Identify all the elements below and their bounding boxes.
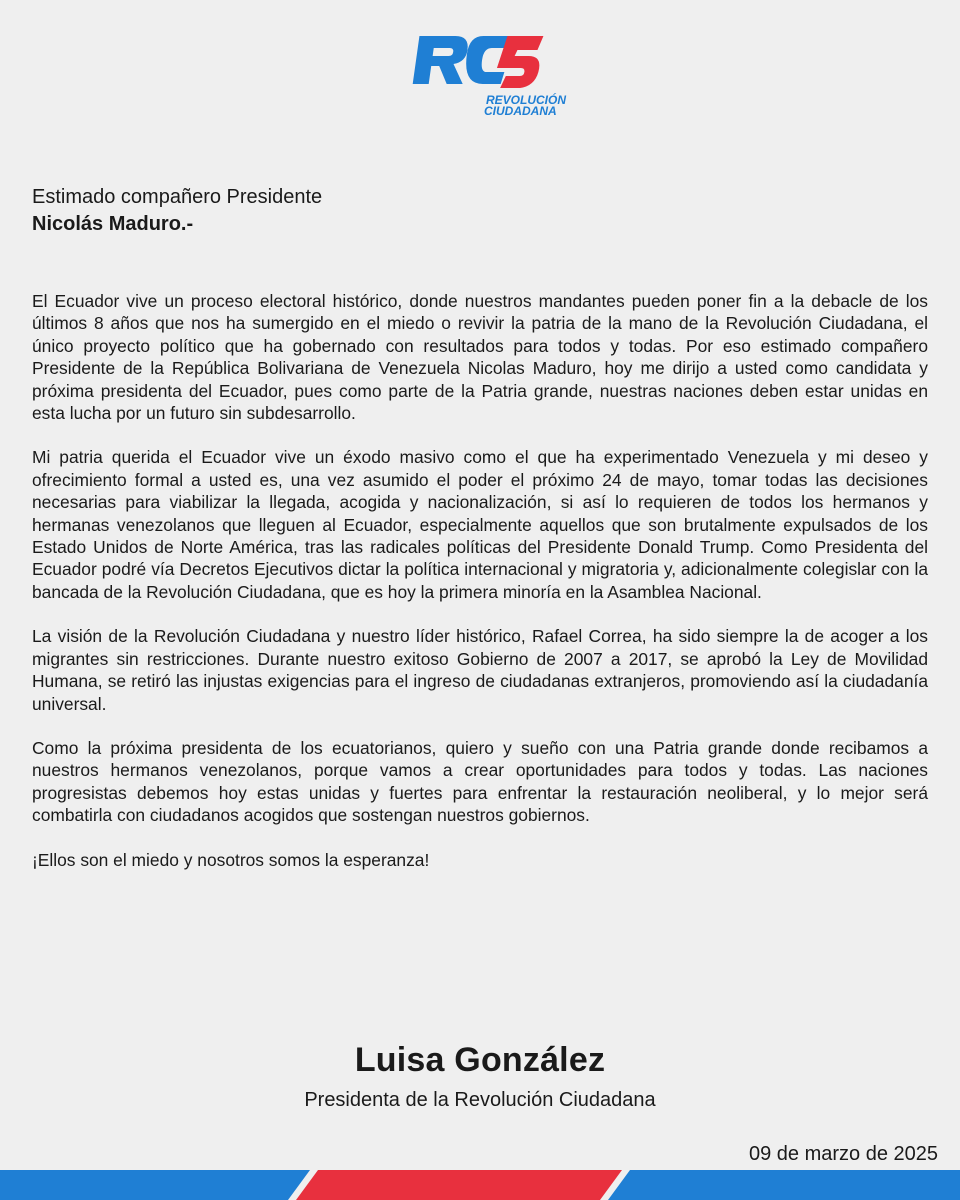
paragraph: La visión de la Revolución Ciudadana y nuestro líder histórico, Rafael Correa, ha sido siempre la de acoger a los migrantes sin restricciones. Durante nuestro exitoso Gobierno de 2007 a 2017, se aprobó la Ley de Movilidad Humana, se retiró las injustas exigencias para el ingreso de ciudadanas extranjeros, promoviendo así la ciudadanía universal. — [32, 626, 928, 714]
revolucion-ciudadana-logo — [416, 32, 567, 120]
signature-block — [0, 1040, 960, 1114]
footer-color-bar — [0, 1170, 960, 1200]
rc5-logo-icon — [416, 32, 567, 120]
closing-line: ¡Ellos son el miedo y nosotros somos la esperanza! — [32, 849, 430, 870]
paragraph: El Ecuador vive un proceso electoral histórico, donde nuestros mandantes pueden poner fin a la debacle de los últimos 8 años que nos ha sumergido en el miedo o revivir la patria de la mano de la Revolución Ciudadana, el único proyecto político que ha gobernado con resultados para todos y todas. Por eso estimado compañero Presidente de la República Bolivariana de Venezuela Nicolas Maduro, hoy me dirijo a usted como candidata y próxima presidenta del Ecuador, pues como parte de la Patria grande, nuestras naciones deben estar unidas en esta lucha por un futuro sin subdesarrollo. — [32, 291, 928, 424]
letter-body — [32, 290, 928, 893]
addressee: Nicolás Maduro.- — [32, 213, 194, 235]
signer-title: Presidenta de la Revolución Ciudadana — [304, 1089, 656, 1111]
logo-text-line1: REVOLUCIÓN — [486, 93, 567, 107]
letter-date: 09 de marzo de 2025 — [748, 1143, 938, 1165]
logo-text-line2: CIUDADANA — [484, 104, 557, 118]
salutation — [32, 184, 928, 238]
signer-name: Luisa González — [354, 1041, 606, 1079]
paragraph: Como la próxima presidenta de los ecuatorianos, quiero y sueño con una Patria grande donde recibamos a nuestros hermanos venezolanos, porque vamos a crear oportunidades para todos y todas. Las naciones progresistas debemos hoy estas unidas y fuertes para enfrentar la restauración neoliberal, y lo mejor será combatirla con ciudadanos acogidos que sostengan nuestros gobiernos. — [32, 737, 928, 826]
paragraph: Mi patria querida el Ecuador vive un éxodo masivo como el que ha experimentado Venezuela y mi deseo y ofrecimiento formal a usted es, una vez asumido el poder el próximo 24 de mayo, tomar todas las decisiones necesarias para viabilizar la llegada, acogida y nacionalización, si así lo requieren de todos los hermanos y hermanas venezolanos que lleguen al Ecuador, especialmente aquellos que son brutalmente expulsados de los Estado Unidos de Norte América, tras las radicales políticas del Presidente Donald Trump. Como Presidenta del Ecuador podré vía Decretos Ejecutivos dictar la política internacional y migratoria y, adicionalmente colegislar con la bancada de la Revolución Ciudadana, que es hoy la primera minoría en la Asamblea Nacional. — [32, 447, 928, 602]
footer-stripes-icon — [0, 1170, 960, 1200]
greeting: Estimado compañero Presidente — [32, 186, 323, 208]
